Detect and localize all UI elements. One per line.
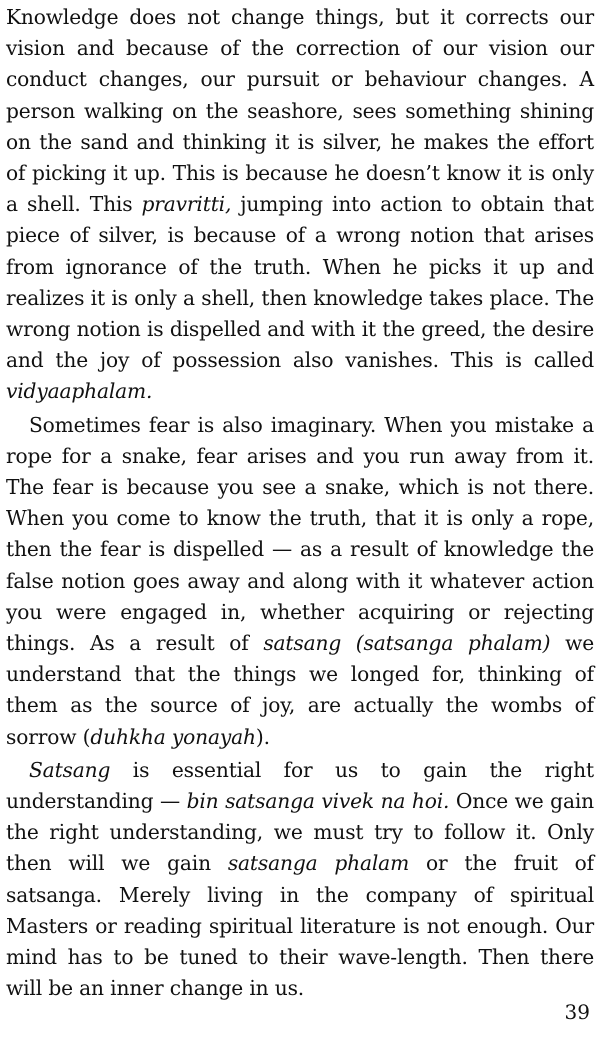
paragraph-1-italic-pravritti: pravritti,: [141, 192, 232, 217]
paragraph-3-text-2: Once we gain the right understanding, we must try to follow it. Only then will we gain: [6, 789, 594, 876]
paragraph-2: [6, 410, 594, 753]
paragraph-3-italic-satsang: Satsang: [29, 757, 111, 782]
paragraph-2-italic-satsang: satsang (satsanga phalam): [263, 631, 551, 656]
paragraph-3-italic-satsanga-phalam: satsanga phalam: [227, 851, 410, 876]
paragraph-2-text-1: Sometimes fear is also imaginary. When you mistake a rope for a snake, fear arises and you run away from it. The fear is because you see a snake, which is not there. When you come to know the truth, that it is only a rope, then the fear is dispelled — as a result of knowledge the false notion goes away and along with it whatever action you were engaged in, whether acquiring or rejecting things. As a result of: [6, 412, 594, 656]
page-body: [6, 2, 594, 1005]
page-number: 39: [564, 1000, 590, 1024]
paragraph-1-text-2: jumping into action to obtain that piece of silver, is because of a wrong notion that arises from ignorance of the truth. When he picks it up and realizes it is only a shell, then knowledge takes place. The wrong notion is dispelled and with it the greed, the desire and the joy of possession also vanishes. This is called: [6, 192, 594, 373]
paragraph-3: [6, 755, 594, 1005]
paragraph-3-text-1: is essential for us to gain the right understanding —: [6, 757, 594, 814]
paragraph-3-text-3: or the fruit of satsanga. Merely living in the company of spiritual Masters or reading spiritual literature is not enough. Our mind has to be tuned to their wave-length. Then there will be an inner change in us.: [6, 851, 594, 1001]
paragraph-2-italic-duhkha: duhkha yonayah: [90, 724, 256, 749]
paragraph-3-italic-bin-satsanga: bin satsanga vivek na hoi.: [186, 789, 450, 814]
paragraph-1-italic-vidyaaphalam: vidyaaphalam.: [6, 379, 153, 404]
paragraph-2-text-3: ).: [255, 724, 270, 749]
paragraph-2-text-2: we understand that the things we longed for, thinking of them as the source of joy, are actually the wombs of sorrow (: [6, 631, 594, 749]
paragraph-1-text-1: Knowledge does not change things, but it corrects our vision and because of the correction of our vision our conduct changes, our pursuit or behaviour changes. A person walking on the seashore, sees something shining on the sand and thinking it is silver, he makes the effort of picking it up. This is because he doesn’t know it is only a shell. This: [6, 5, 594, 217]
paragraph-1: [6, 2, 594, 408]
